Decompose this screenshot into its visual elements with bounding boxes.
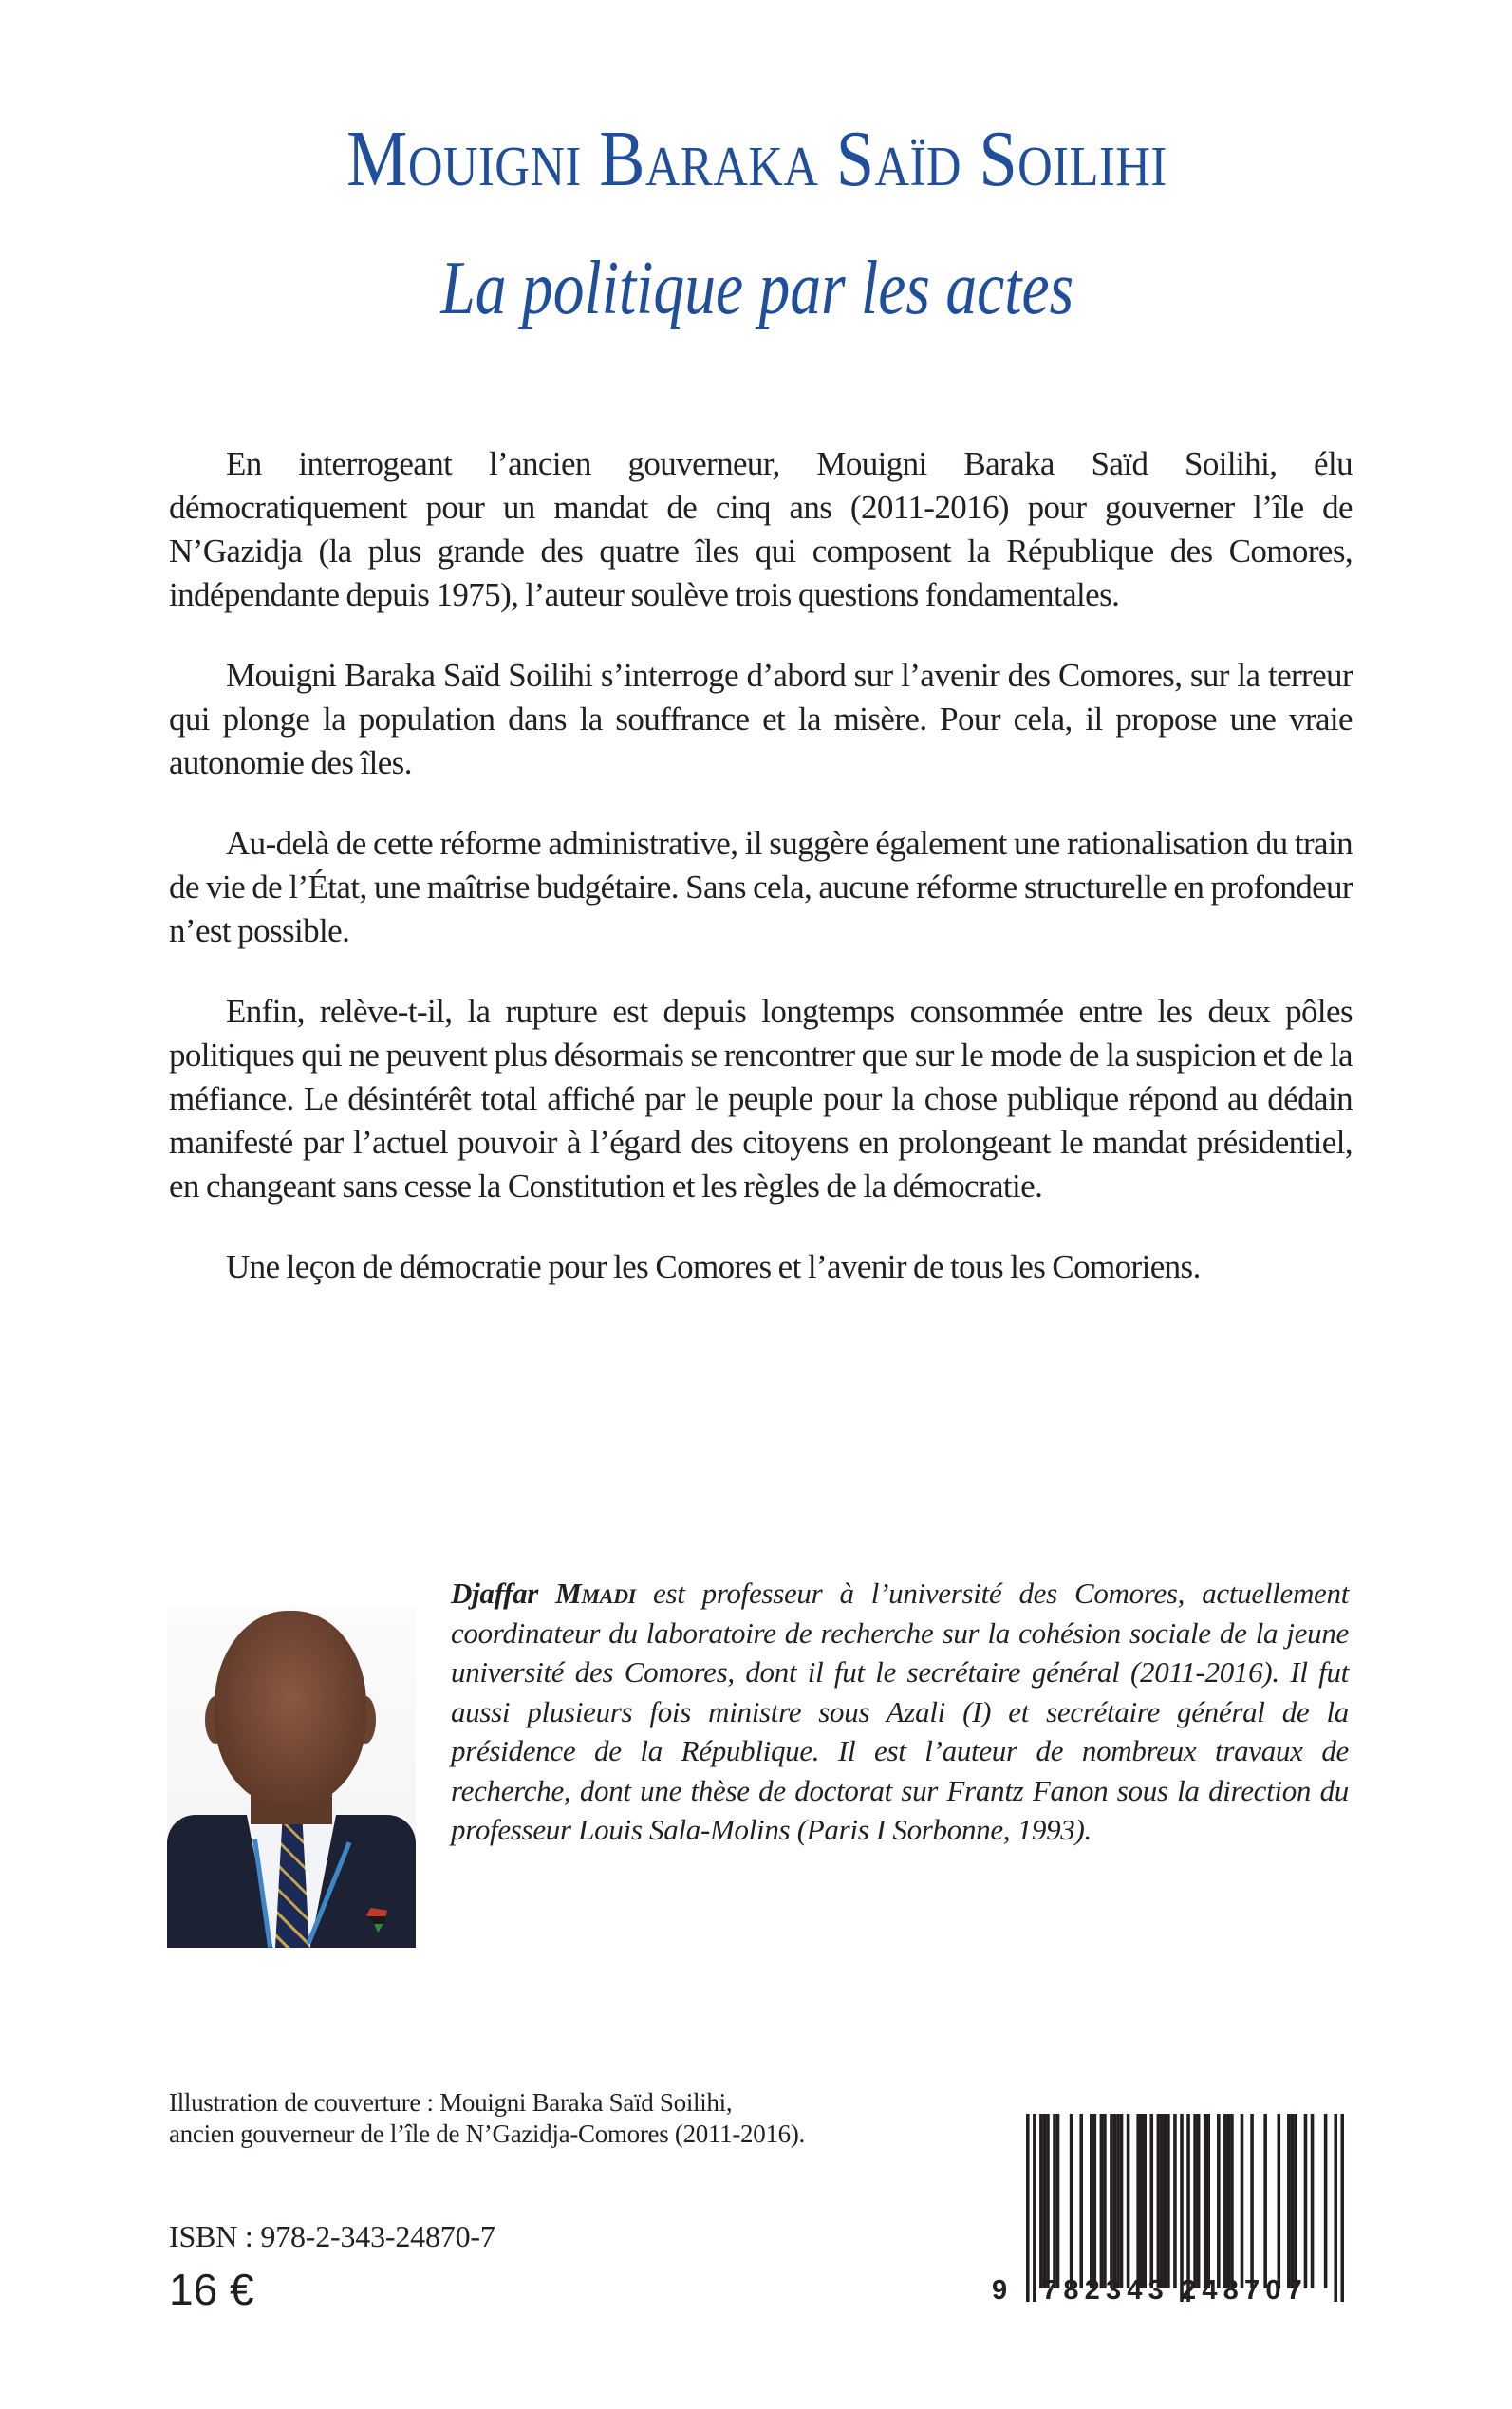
barcode-right-group: 248707 <box>1181 2275 1308 2306</box>
blurb-paragraph: Au-delà de cette réforme administrative, il suggère également une rationalisation du train de vie de l’État, une maîtrise budgétaire. Sans cela, aucune réforme structurelle en profondeur n’est possible. <box>169 825 1353 949</box>
author-first-name: Djaffar <box>451 1577 539 1610</box>
blurb-paragraph: Mouigni Baraka Saïd Soilihi s’interroge d’abord sur l’avenir des Comores, sur la terreur qui plonge la population dans la souffrance et la misère. Pour cela, il propose une vraie autonomie des îles. <box>169 657 1353 781</box>
price: 16 € <box>169 2265 254 2314</box>
barcode-left-group: 782343 <box>1042 2275 1169 2306</box>
cover-illustration-credit <box>169 2087 928 2150</box>
author-photo <box>167 1606 416 1948</box>
blurb-paragraph: Enfin, relève-t-il, la rupture est depuis longtemps consommée entre les deux pôles politiques qui ne peuvent plus désormais se rencontrer que sur le mode de la suspicion et de la méfiance. Le désintérêt total affiché par le peuple pour la chose publique répond au dédain manifesté par l’actuel pouvoir à l’égard des citoyens en prolongeant le mandat présidentiel, en changeant sans cesse la Constitution et les règles de la démocratie. <box>169 993 1353 1204</box>
blurb-paragraph: En interrogeant l’ancien gouverneur, Mouigni Baraka Saïd Soilihi, élu démocratiquement pour un mandat de cinq ans (2011-2016) pour gouverner l’île de N’Gazidja (la plus grande des quatre îles qui composent la République des Comores, indépendante depuis 1975), l’auteur soulève trois questions fondamentales. <box>169 445 1353 613</box>
barcode-first-digit: 9 <box>992 2275 1008 2306</box>
author-bio <box>451 1574 1349 1850</box>
blurb <box>169 442 1353 1326</box>
credit-line-1: Illustration de couverture : Mouigni Baraka Saïd Soilihi, <box>169 2088 733 2117</box>
barcode-icon <box>1026 2114 1344 2302</box>
author-last-name: Mmadi <box>555 1577 636 1610</box>
isbn: ISBN : 978-2-343-24870-7 <box>169 2219 495 2253</box>
blurb-paragraph: Une leçon de démocratie pour les Comores et l’avenir de tous les Comoriens. <box>226 1248 1201 1285</box>
credit-line-2: ancien gouverneur de l’île de N’Gazidja-Comores (2011-2016). <box>169 2120 805 2148</box>
author-bio-text: est professeur à l’université des Comores, actuellement coordinateur du laboratoire de recherche sur la cohésion sociale de la jeune université des Comores, dont il fut le secrétaire général (2011-2016). Il fut aussi plusieurs fois ministre sous Azali (I) et secrétaire général de la présidence de la République. Il est l’auteur de nombreux travaux de recherche, dont une thèse de doctorat sur Frantz Fanon sous la direction du professeur Louis Sala-Molins (Paris I Sorbonne, 1993). <box>451 1577 1350 1846</box>
author-name-heading: Mouigni Baraka Saïd Soilihi <box>346 115 1167 203</box>
book-title: La politique par les actes <box>440 247 1074 330</box>
